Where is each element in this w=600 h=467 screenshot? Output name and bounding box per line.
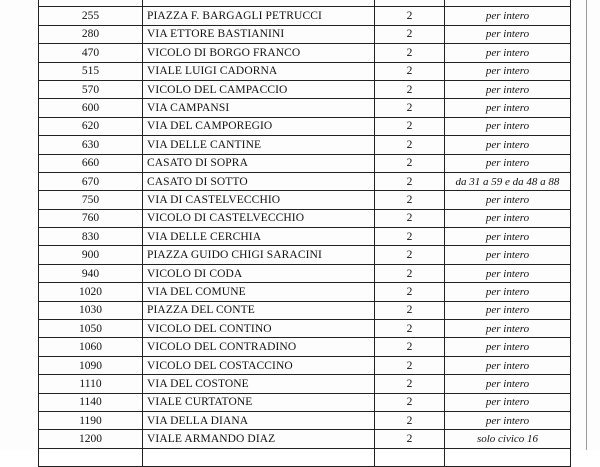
street-code-cell: 515 bbox=[39, 62, 143, 80]
note-cell: per intero bbox=[445, 320, 571, 338]
zone-cell: 2 bbox=[375, 338, 445, 356]
street-code-cell: 830 bbox=[39, 228, 143, 246]
zone-cell: 2 bbox=[375, 283, 445, 301]
street-name-cell: VIA ETTORE BASTIANINI bbox=[143, 25, 375, 43]
street-name-cell: VIA DEL COMUNE bbox=[143, 283, 375, 301]
street-name-cell: VICOLO DEL CONTINO bbox=[143, 320, 375, 338]
zone-cell: 2 bbox=[375, 430, 445, 448]
street-code-cell: 660 bbox=[39, 154, 143, 172]
note-cell: per intero bbox=[445, 136, 571, 154]
table-row bbox=[39, 136, 571, 154]
street-code-cell: 1030 bbox=[39, 301, 143, 319]
zone-cell: 2 bbox=[375, 25, 445, 43]
street-name-cell: PIAZZA F. BARGAGLI PETRUCCI bbox=[143, 7, 375, 25]
street-code-cell: 750 bbox=[39, 191, 143, 209]
note-cell: per intero bbox=[445, 356, 571, 374]
street-code-cell: 1050 bbox=[39, 320, 143, 338]
table-row bbox=[39, 430, 571, 448]
table-row bbox=[39, 44, 571, 62]
zone-cell: 2 bbox=[375, 320, 445, 338]
table-row bbox=[39, 0, 571, 7]
street-name-cell: VIA DEL COSTONE bbox=[143, 375, 375, 393]
zone-cell: 2 bbox=[375, 301, 445, 319]
zone-cell: 2 bbox=[375, 172, 445, 190]
table-row bbox=[39, 172, 571, 190]
street-name-cell: VIA DI CASTELVECCHIO bbox=[143, 191, 375, 209]
street-name-cell: CASATO DI SOPRA bbox=[143, 154, 375, 172]
street-name-cell: VIA CAMPANSI bbox=[143, 99, 375, 117]
note-cell: per intero bbox=[445, 393, 571, 411]
zone-cell: 2 bbox=[375, 209, 445, 227]
street-name-cell: PIAZZA GUIDO CHIGI SARACINI bbox=[143, 246, 375, 264]
street-name-cell: PIAZZA DEL CONTE bbox=[143, 301, 375, 319]
note-cell: per intero bbox=[445, 228, 571, 246]
note-cell: per intero bbox=[445, 301, 571, 319]
note-cell: per intero bbox=[445, 44, 571, 62]
street-code-cell: 760 bbox=[39, 209, 143, 227]
note-cell: per intero bbox=[445, 264, 571, 282]
zone-cell: 2 bbox=[375, 356, 445, 374]
note-cell: per intero bbox=[445, 191, 571, 209]
note-cell: per intero bbox=[445, 338, 571, 356]
street-name-cell: VICOLO DI CODA bbox=[143, 264, 375, 282]
street-name-cell: VIALE LUIGI CADORNA bbox=[143, 62, 375, 80]
table-row bbox=[39, 264, 571, 282]
table-row bbox=[39, 301, 571, 319]
note-cell: per intero bbox=[445, 7, 571, 25]
street-code-cell: 900 bbox=[39, 246, 143, 264]
street-code-cell: 1090 bbox=[39, 356, 143, 374]
zone-cell bbox=[375, 448, 445, 466]
scan-edge-line bbox=[586, 0, 587, 450]
zone-cell: 2 bbox=[375, 228, 445, 246]
table-row bbox=[39, 338, 571, 356]
zone-cell: 2 bbox=[375, 411, 445, 429]
street-code-cell: 600 bbox=[39, 99, 143, 117]
street-code-cell: 470 bbox=[39, 44, 143, 62]
table-row bbox=[39, 228, 571, 246]
street-code-cell: 1060 bbox=[39, 338, 143, 356]
table-row bbox=[39, 375, 571, 393]
zone-cell: 2 bbox=[375, 117, 445, 135]
note-cell bbox=[445, 0, 571, 7]
table-row bbox=[39, 7, 571, 25]
street-name-cell bbox=[143, 448, 375, 466]
street-name-cell: VIALE ARMANDO DIAZ bbox=[143, 430, 375, 448]
street-table bbox=[38, 0, 571, 467]
table-row bbox=[39, 25, 571, 43]
street-code-cell: 1020 bbox=[39, 283, 143, 301]
street-name-cell bbox=[143, 0, 375, 7]
table-row bbox=[39, 320, 571, 338]
table-row bbox=[39, 80, 571, 98]
note-cell bbox=[445, 448, 571, 466]
street-name-cell: VIA DELLE CERCHIA bbox=[143, 228, 375, 246]
note-cell: per intero bbox=[445, 209, 571, 227]
street-name-cell: VICOLO DEL CONTRADINO bbox=[143, 338, 375, 356]
street-code-cell: 1140 bbox=[39, 393, 143, 411]
street-code-cell: 620 bbox=[39, 117, 143, 135]
table-row bbox=[39, 117, 571, 135]
street-name-cell: CASATO DI SOTTO bbox=[143, 172, 375, 190]
street-code-cell: 1190 bbox=[39, 411, 143, 429]
zone-cell: 2 bbox=[375, 246, 445, 264]
note-cell: per intero bbox=[445, 375, 571, 393]
zone-cell: 2 bbox=[375, 264, 445, 282]
table-row bbox=[39, 246, 571, 264]
street-name-cell: VICOLO DI CASTELVECCHIO bbox=[143, 209, 375, 227]
street-code-cell bbox=[39, 0, 143, 7]
street-code-cell: 1200 bbox=[39, 430, 143, 448]
note-cell: solo civico 16 bbox=[445, 430, 571, 448]
note-cell: per intero bbox=[445, 411, 571, 429]
table-row bbox=[39, 62, 571, 80]
zone-cell: 2 bbox=[375, 191, 445, 209]
zone-cell: 2 bbox=[375, 80, 445, 98]
zone-cell: 2 bbox=[375, 44, 445, 62]
street-code-cell: 255 bbox=[39, 7, 143, 25]
note-cell: per intero bbox=[445, 246, 571, 264]
table-row bbox=[39, 154, 571, 172]
note-cell: per intero bbox=[445, 62, 571, 80]
zone-cell: 2 bbox=[375, 393, 445, 411]
street-name-cell: VIA DEL CAMPOREGIO bbox=[143, 117, 375, 135]
table-row bbox=[39, 411, 571, 429]
note-cell: per intero bbox=[445, 283, 571, 301]
street-code-cell bbox=[39, 448, 143, 466]
street-name-cell: VIA DELLE CANTINE bbox=[143, 136, 375, 154]
table-row bbox=[39, 191, 571, 209]
zone-cell: 2 bbox=[375, 99, 445, 117]
zone-cell: 2 bbox=[375, 62, 445, 80]
table-row bbox=[39, 209, 571, 227]
street-code-cell: 670 bbox=[39, 172, 143, 190]
street-name-cell: VICOLO DEL COSTACCINO bbox=[143, 356, 375, 374]
table-row bbox=[39, 356, 571, 374]
zone-cell: 2 bbox=[375, 375, 445, 393]
note-cell: per intero bbox=[445, 99, 571, 117]
note-cell: per intero bbox=[445, 25, 571, 43]
street-name-cell: VICOLO DI BORGO FRANCO bbox=[143, 44, 375, 62]
street-code-cell: 280 bbox=[39, 25, 143, 43]
table-row bbox=[39, 448, 571, 466]
table-row bbox=[39, 393, 571, 411]
street-code-cell: 1110 bbox=[39, 375, 143, 393]
table-row bbox=[39, 99, 571, 117]
zone-cell: 2 bbox=[375, 154, 445, 172]
note-cell: da 31 a 59 e da 48 a 88 bbox=[445, 172, 571, 190]
street-code-cell: 630 bbox=[39, 136, 143, 154]
note-cell: per intero bbox=[445, 80, 571, 98]
street-code-cell: 570 bbox=[39, 80, 143, 98]
note-cell: per intero bbox=[445, 117, 571, 135]
note-cell: per intero bbox=[445, 154, 571, 172]
street-name-cell: VIALE CURTATONE bbox=[143, 393, 375, 411]
table-row bbox=[39, 283, 571, 301]
street-table-body bbox=[39, 0, 571, 467]
zone-cell bbox=[375, 0, 445, 7]
street-name-cell: VIA DELLA DIANA bbox=[143, 411, 375, 429]
street-name-cell: VICOLO DEL CAMPACCIO bbox=[143, 80, 375, 98]
street-code-cell: 940 bbox=[39, 264, 143, 282]
zone-cell: 2 bbox=[375, 136, 445, 154]
zone-cell: 2 bbox=[375, 7, 445, 25]
